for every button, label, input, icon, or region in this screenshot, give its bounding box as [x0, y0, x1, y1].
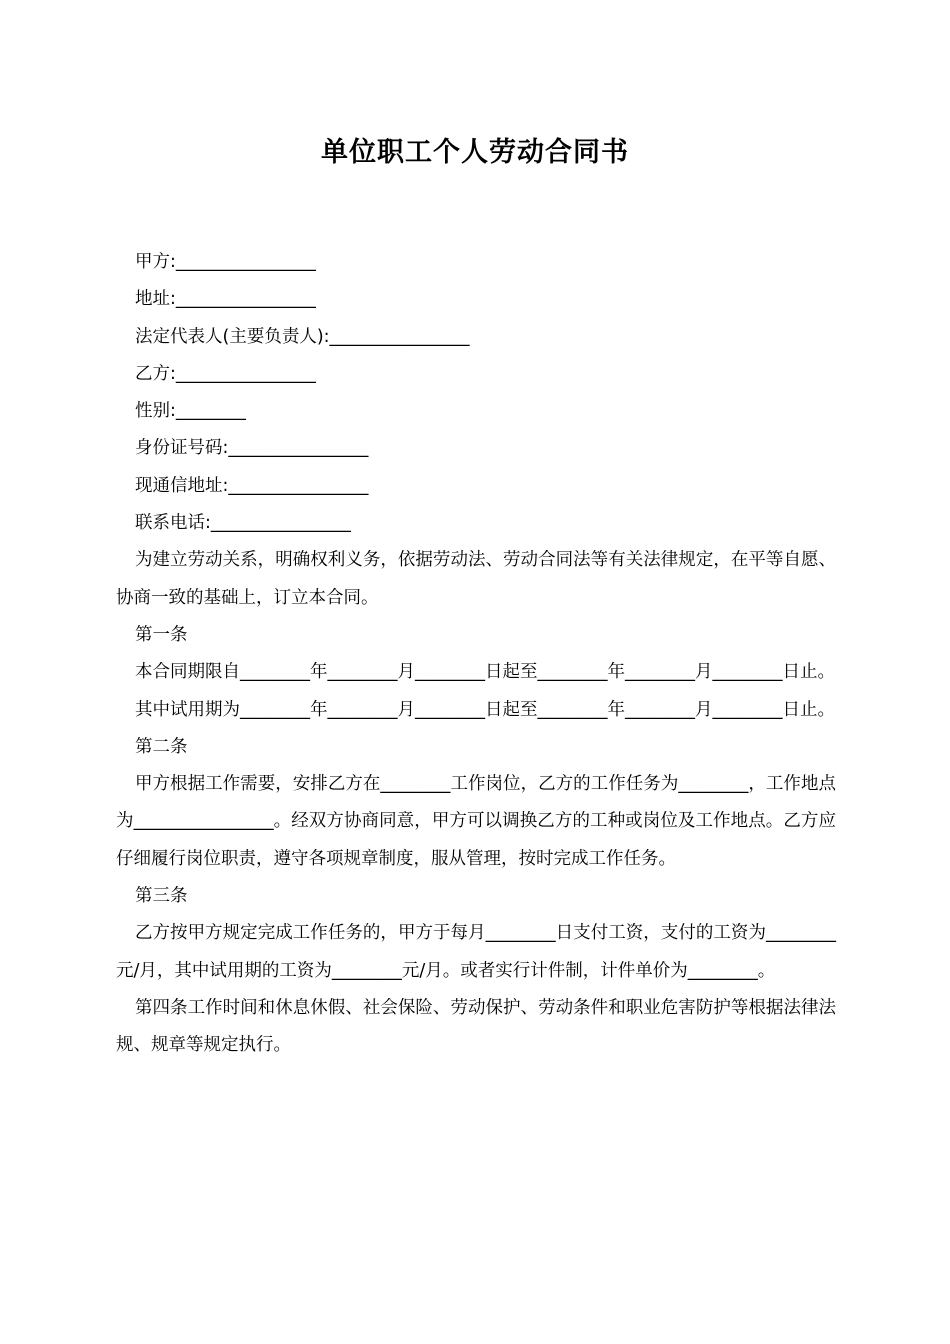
- legal-representative-field: 法定代表人(主要负责人):________________: [135, 326, 470, 347]
- article-3-heading: 第三条: [135, 886, 188, 907]
- gender-field: 性别:________: [135, 401, 246, 422]
- party-b-field: 乙方:________________: [135, 363, 316, 384]
- article-2-heading: 第二条: [135, 736, 188, 757]
- probation-paragraph: 其中试用期为________年________月________日起至________年________月________日止。: [135, 699, 835, 720]
- address-field: 地址:________________: [135, 289, 316, 310]
- intro-paragraph: 为建立劳动关系，明确权利义务，依据劳动法、劳动合同法等有关法律规定，在平等自愿、协商一致的基础上，订立本合同。: [116, 550, 836, 608]
- contract-term-paragraph: 本合同期限自________年________月________日起至________年________月________日止。: [135, 662, 835, 683]
- article-4-paragraph: 第四条工作时间和休息休假、社会保险、劳动保护、劳动条件和职业危害防护等根据法律法规、规章等规定执行。: [116, 997, 836, 1056]
- article-3-paragraph: 乙方按甲方规定完成工作任务的，甲方于每月________日支付工资，支付的工资为________元/月，其中试用期的工资为________元/月。或者实行计件制，计件单价为________。: [116, 923, 836, 981]
- document-title: 单位职工个人劳动合同书: [321, 137, 629, 168]
- id-number-field: 身份证号码:________________: [135, 438, 369, 459]
- party-a-field: 甲方:________________: [135, 252, 316, 272]
- document-body: [116, 244, 836, 1065]
- mailing-address-field: 现通信地址:________________: [135, 475, 369, 496]
- article-2-paragraph: 甲方根据工作需要，安排乙方在________工作岗位，乙方的工作任务为________，工作地点为________________。经双方协商同意，甲方可以调换乙方的工种或岗位及工作地点。乙方应仔细履行岗位职责，遵守各项规章制度，服从管理，按时完成工作任务。: [116, 774, 836, 869]
- phone-field: 联系电话:________________: [135, 513, 351, 534]
- article-1-heading: 第一条: [135, 624, 188, 645]
